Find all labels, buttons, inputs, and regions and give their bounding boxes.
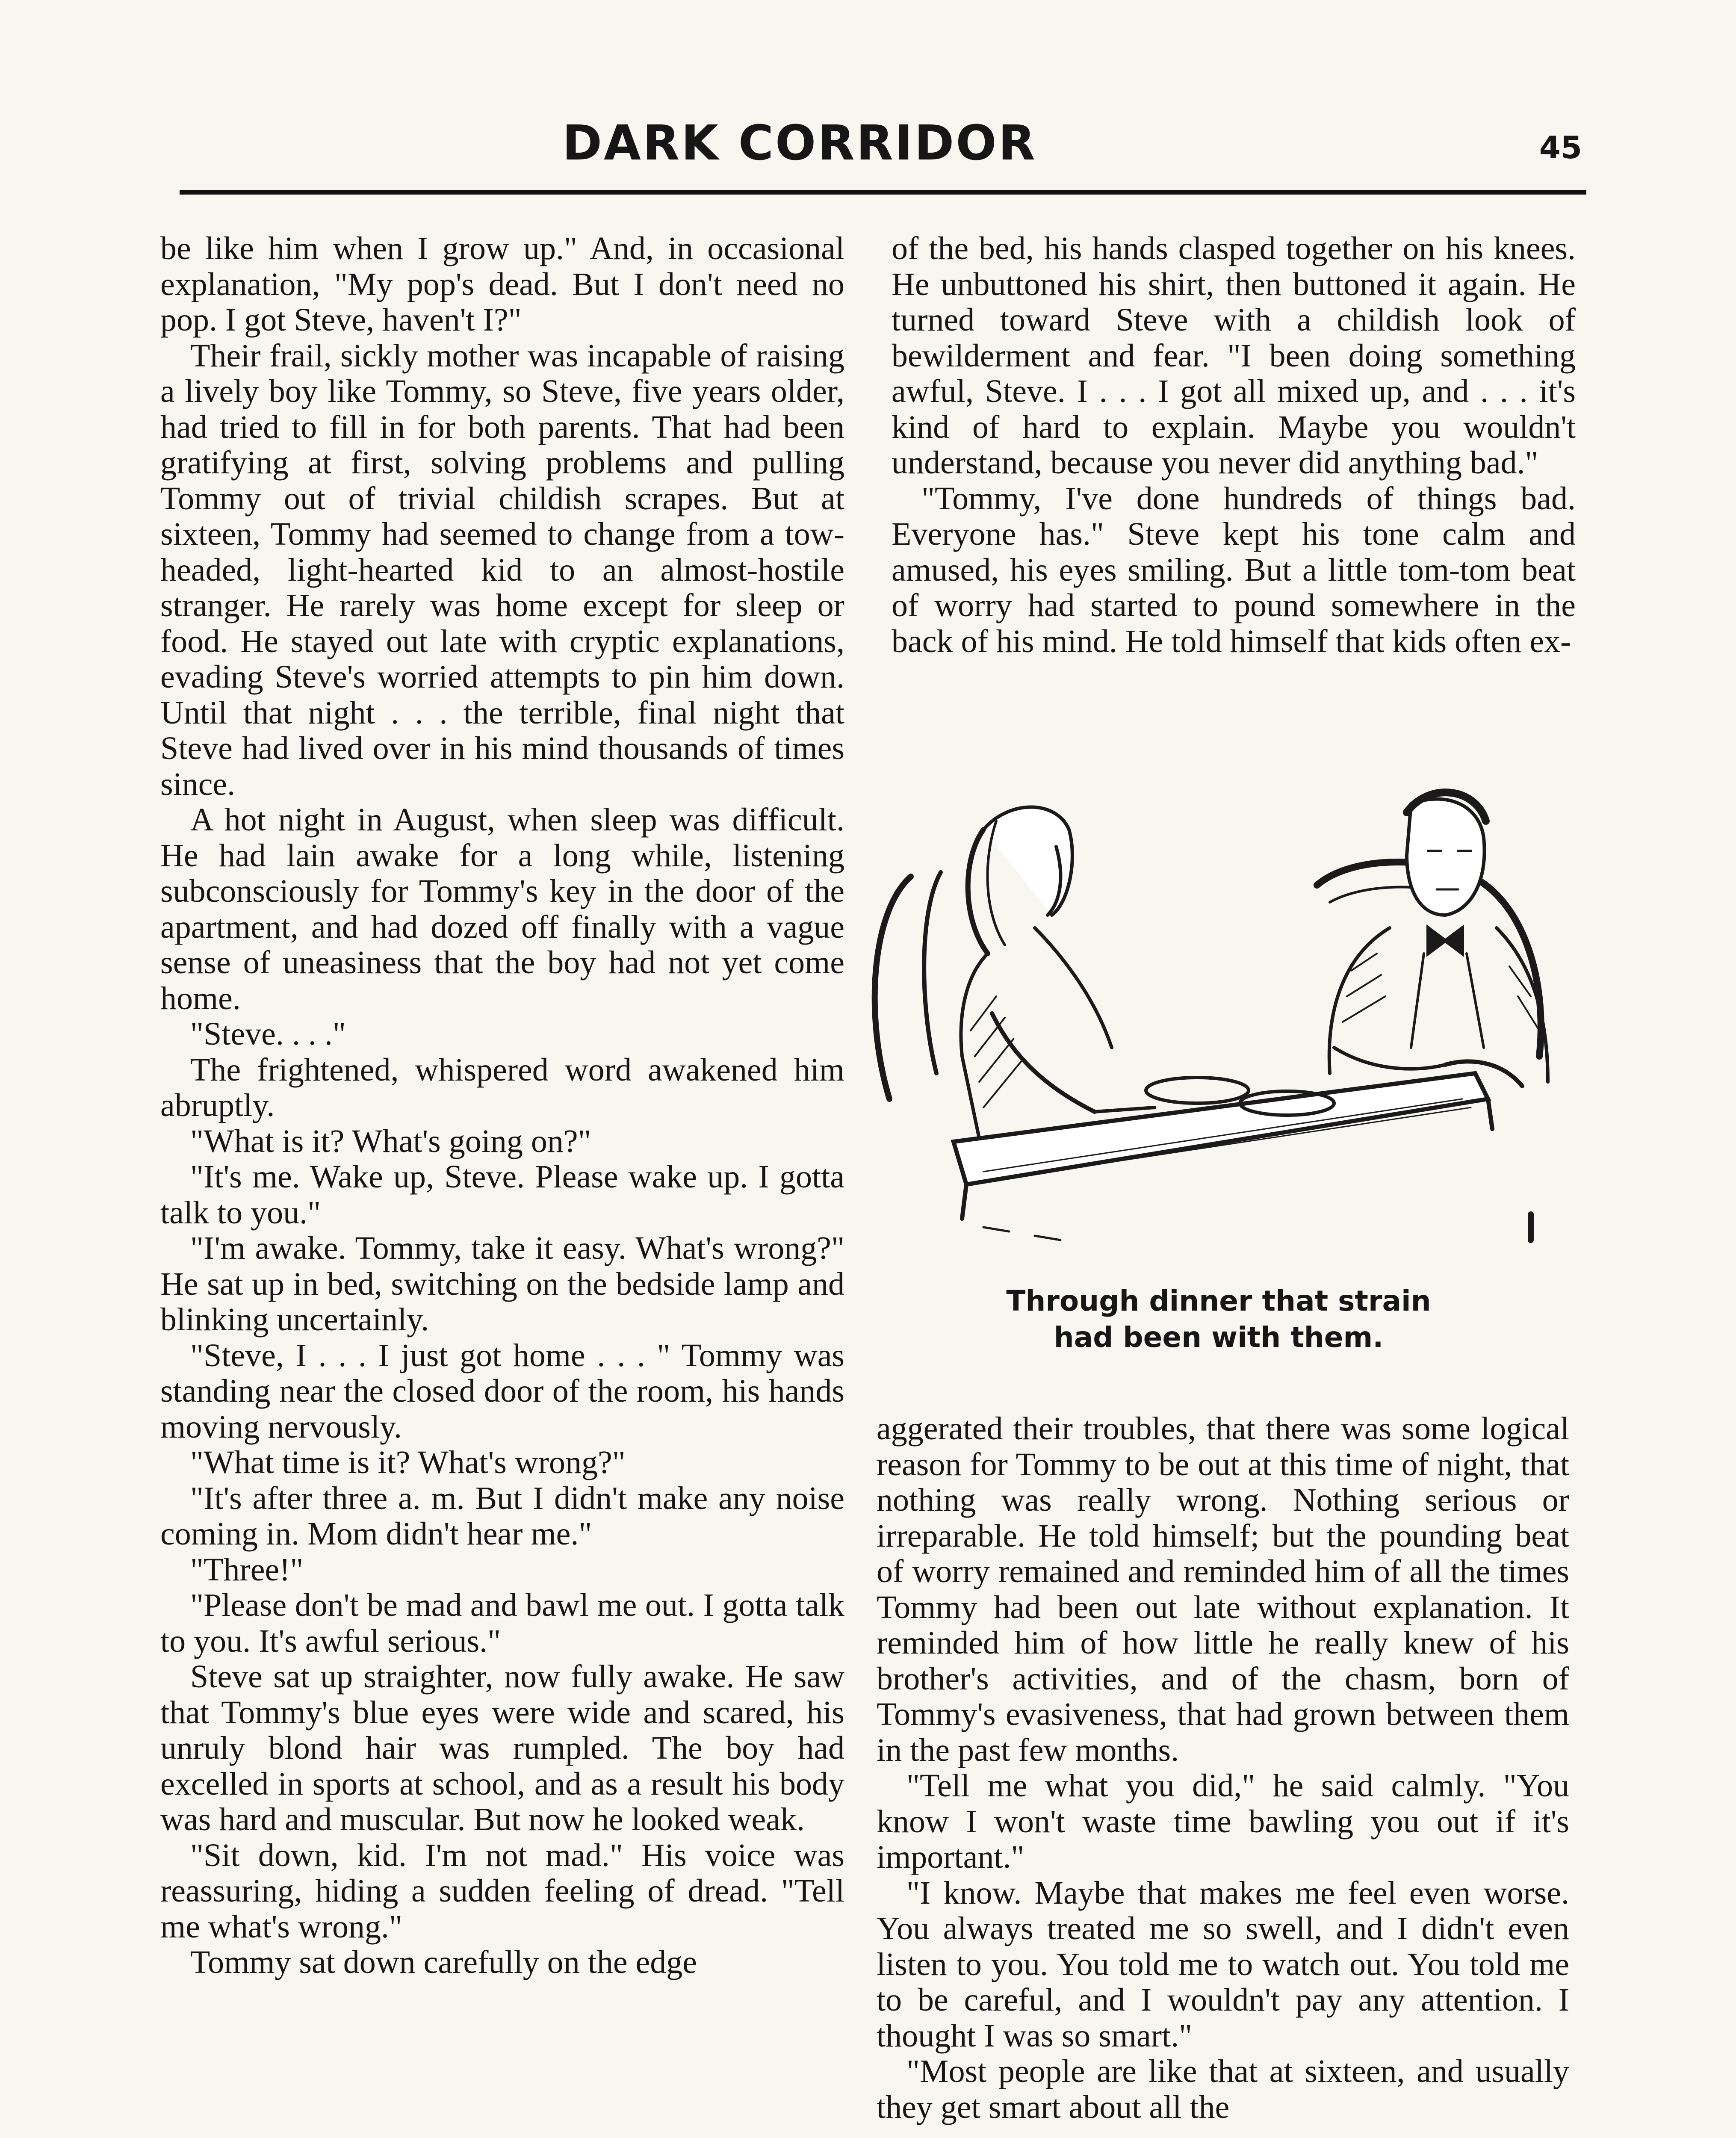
running-header-title: DARK CORRIDOR [562, 115, 1037, 171]
paragraph: be like him when I grow up." And, in occasional explanation, "My pop's dead. But I don't need no pop. I got Steve, haven't I?" [160, 230, 844, 338]
paragraph: aggerated their troubles, that there was some logical reason for Tommy to be out at this time of night, that nothing was really wrong. Nothing serious or irreparable. He told himself; but the pounding beat of worry remained and reminded him of all the times Tommy had been out late without explanation. It reminded him of how little he really knew of his brother's activities, and of the chasm, born of Tommy's evasiveness, that had grown between them in the past few months. [877, 1411, 1569, 1768]
paragraph: "Tommy, I've done hundreds of things bad. Everyone has." Steve kept his tone calm and amused, his eyes smiling. But a little tom-tom beat of worry had started to pound somewhere in the back of his mind. He told himself that kids often ex- [892, 480, 1576, 659]
paragraph: "Steve. . . ." [190, 1016, 346, 1052]
paragraph: Tommy sat down carefully on the edge [190, 1944, 697, 1980]
paragraph: "What time is it? What's wrong?" [190, 1444, 626, 1480]
dinner-illustration [855, 774, 1591, 1287]
paragraph: "Three!" [190, 1551, 304, 1588]
text-column-right-bottom [877, 1411, 1569, 2125]
paragraph: A hot night in August, when sleep was difficult. He had lain awake for a long while, listening subconsciously for Tommy's key in the door of the apartment, and had dozed off finally with a vague sense of uneasiness that the boy had not yet come home. [160, 802, 844, 1016]
paragraph: The frightened, whispered word awakened him abruptly. [160, 1051, 844, 1123]
page-number: 45 [1539, 130, 1582, 165]
paragraph: "Tell me what you did," he said calmly. "You know I won't waste time bawling you out if it's important." [877, 1768, 1569, 1875]
caption-line-2: had been with them. [1054, 1321, 1384, 1354]
paragraph: "Steve, I . . . I just got home . . . " Tommy was standing near the closed door of the room, his hands moving nervously. [160, 1337, 844, 1445]
paragraph: "I know. Maybe that makes me feel even worse. You always treated me so swell, and I didn't even listen to you. You told me to watch out. You told me to be careful, and I wouldn't pay any attention. I thought I was so smart." [877, 1875, 1569, 2054]
illustration-caption [941, 1283, 1497, 1355]
paragraph: "Please don't be mad and bawl me out. I gotta talk to you. It's awful serious." [160, 1587, 844, 1659]
paragraph: "I'm awake. Tommy, take it easy. What's wrong?" He sat up in bed, switching on the bedside lamp and blinking uncertainly. [160, 1230, 844, 1338]
text-column-right-top [892, 231, 1576, 659]
paragraph: "Most people are like that at sixteen, and usually they get smart about all the [877, 2053, 1569, 2125]
paragraph: "What is it? What's going on?" [190, 1123, 591, 1159]
paragraph: Their frail, sickly mother was incapable of raising a lively boy like Tommy, so Steve, five years older, had tried to fill in for both parents. That had been gratifying at first, solving problems and pulling Tommy out of trivial childish scrapes. But at sixteen, Tommy had seemed to change from a tow-headed, light-hearted kid to an almost-hostile stranger. He rarely was home except for sleep or food. He stayed out late with cryptic explanations, evading Steve's worried attempts to pin him down. Until that night . . . the terrible, final night that Steve had lived over in his mind thousands of times since. [160, 337, 844, 802]
paragraph: "It's after three a. m. But I didn't make any noise coming in. Mom didn't hear me." [160, 1480, 844, 1552]
paragraph: "It's me. Wake up, Steve. Please wake up. I gotta talk to you." [160, 1159, 844, 1231]
paragraph: of the bed, his hands clasped together on his knees. He unbuttoned his shirt, then buttoned it again. He turned toward Steve with a childish look of bewilderment and fear. "I been doing something awful, Steve. I . . . I got all mixed up, and . . . it's kind of hard to explain. Maybe you wouldn't understand, because you never did anything bad." [892, 230, 1576, 481]
text-column-left [160, 231, 844, 1981]
paragraph: "Sit down, kid. I'm not mad." His voice was reassuring, hiding a sudden feeling of dread. "Tell me what's wrong." [160, 1837, 844, 1945]
caption-line-1: Through dinner that strain [1006, 1285, 1431, 1317]
paragraph: Steve sat up straighter, now fully awake. He saw that Tommy's blue eyes were wide and scared, his unruly blond hair was rumpled. The boy had excelled in sports at school, and as a result his body was hard and muscular. But now he looked weak. [160, 1659, 844, 1837]
header-rule [180, 190, 1586, 195]
